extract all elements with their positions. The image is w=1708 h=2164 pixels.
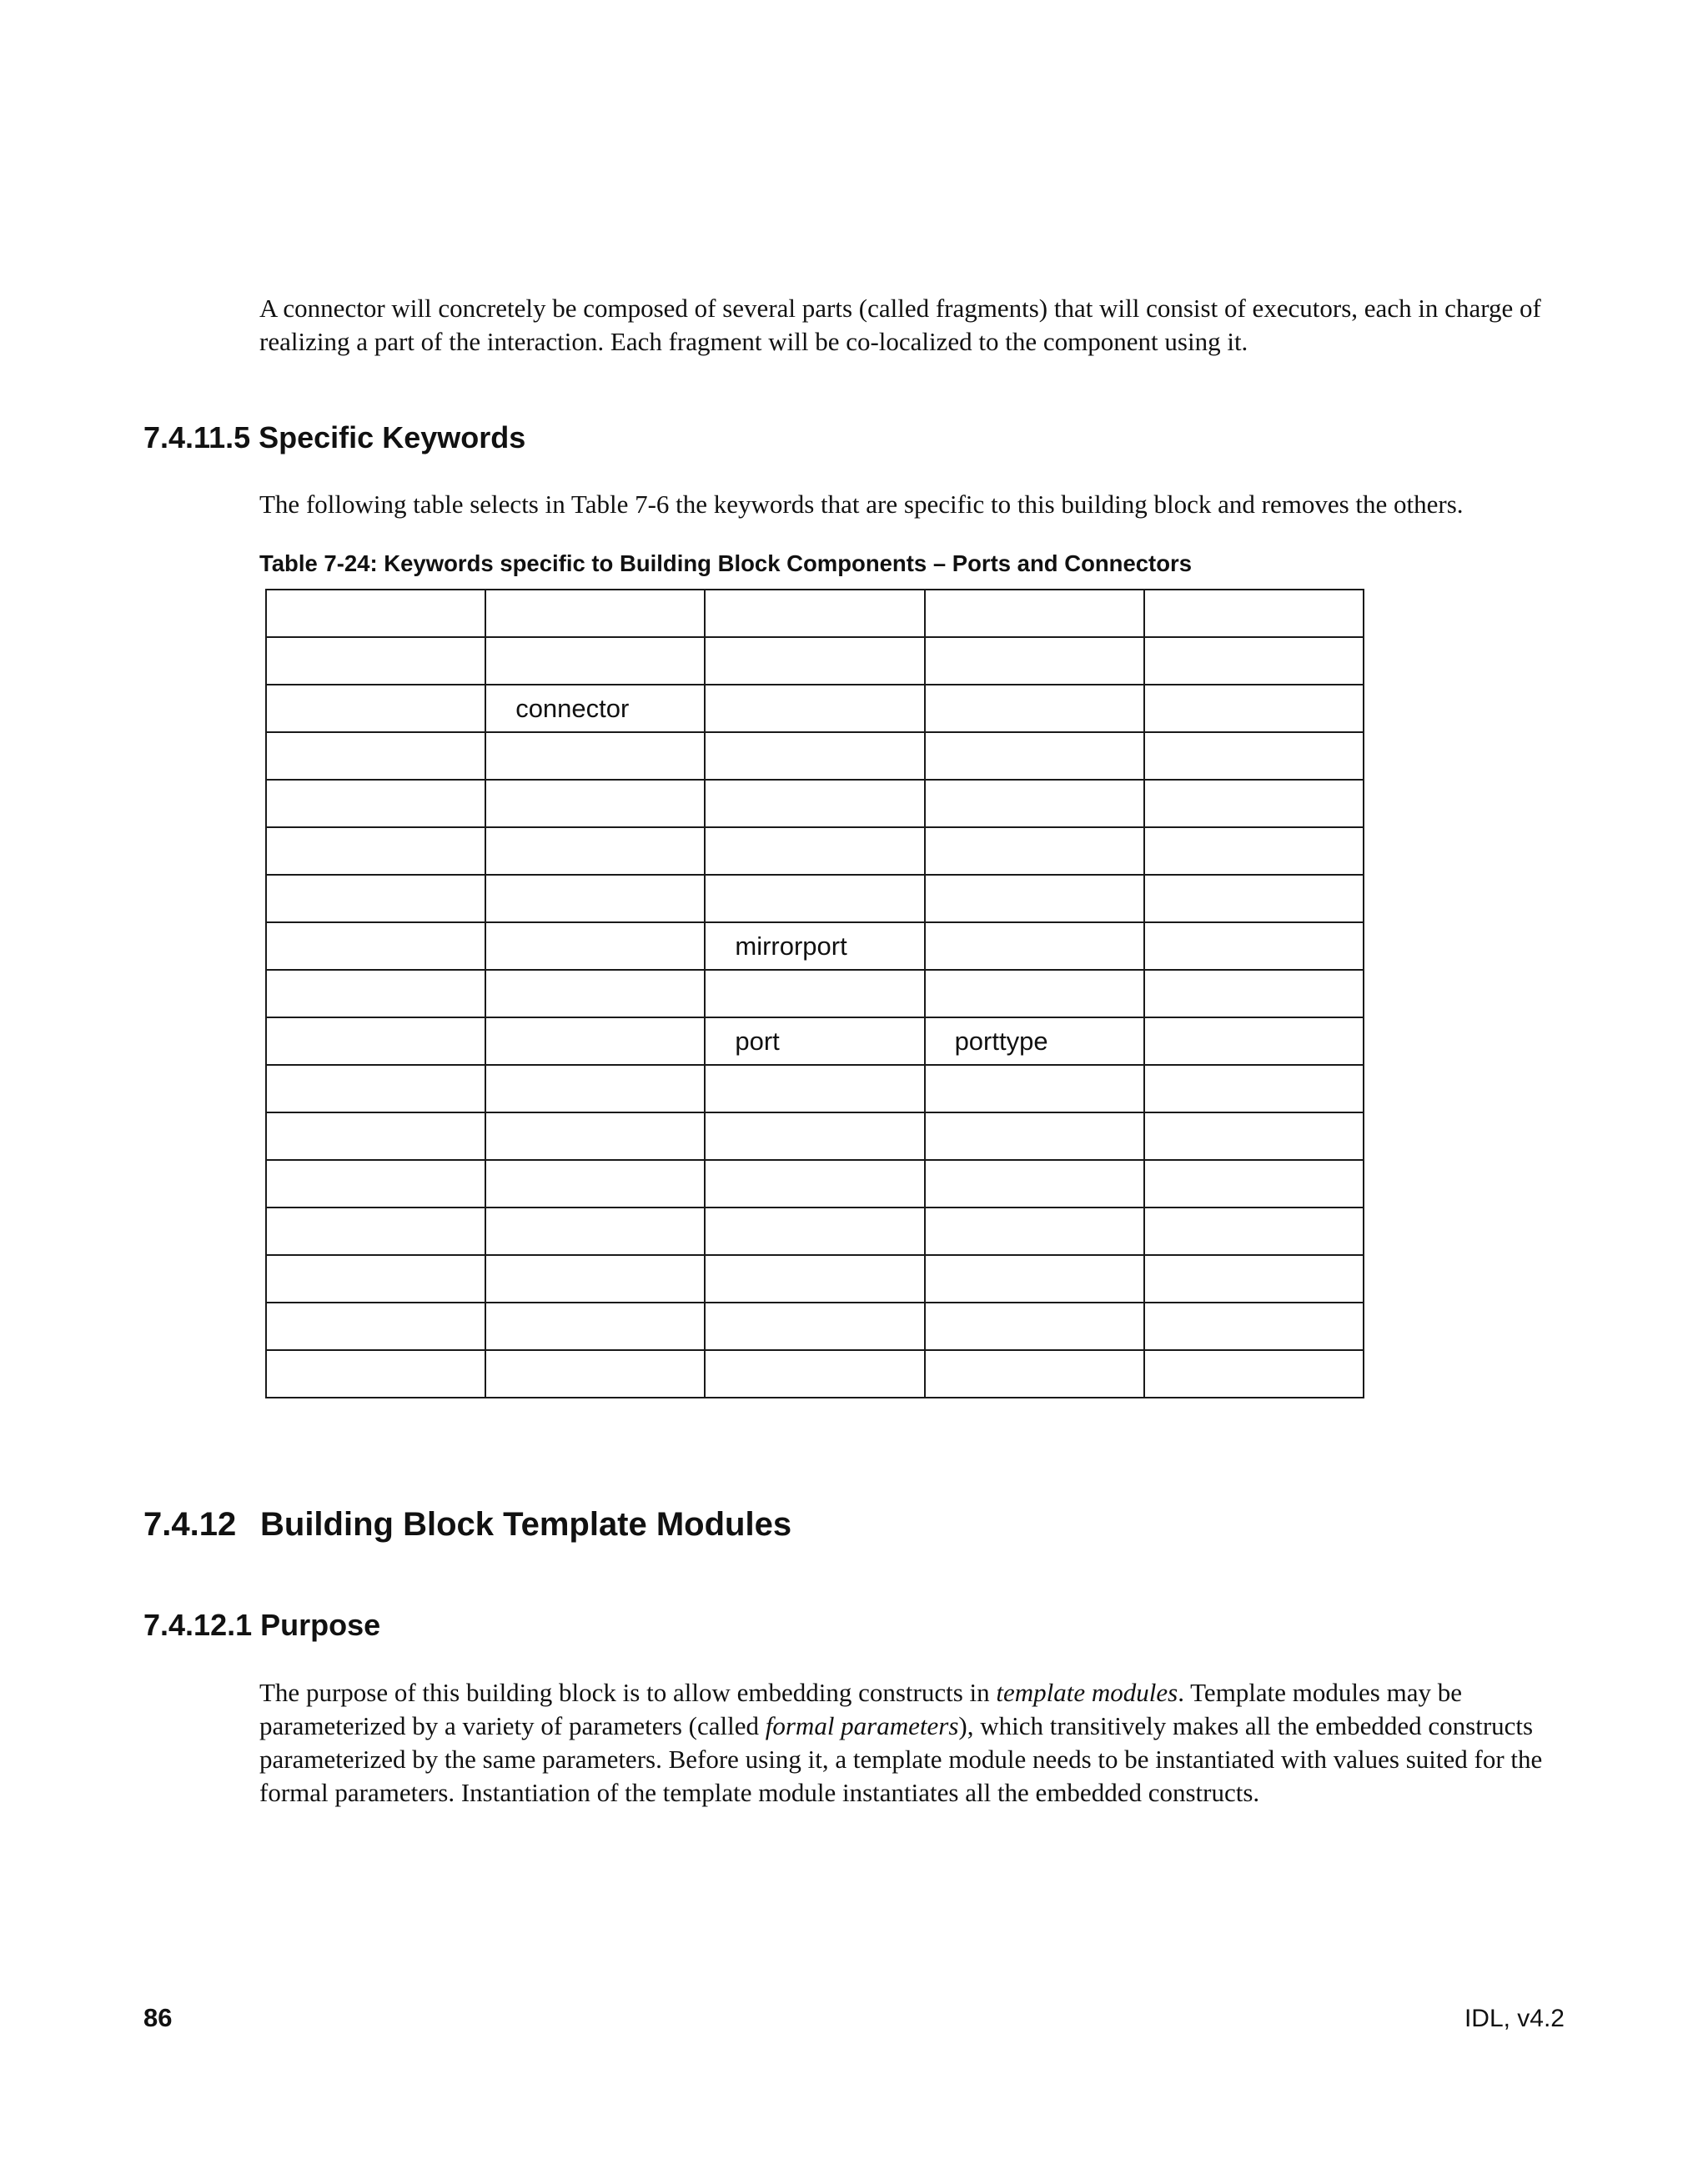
intro-paragraph: A connector will concretely be composed of several parts (called fragments) that will consist of executors, each in charge of realizing a part of the interaction. Each fragment will be co-localized to the component using it.	[259, 294, 1541, 356]
table-cell	[925, 922, 1144, 970]
purpose-text-1: The purpose of this building block is to allow embedding constructs in	[259, 1678, 997, 1707]
table-cell	[1144, 637, 1364, 685]
table-cell	[705, 1350, 924, 1398]
table-cell	[485, 1017, 705, 1065]
table-cell	[705, 637, 924, 685]
table-cell: port	[705, 1017, 924, 1065]
table-row	[266, 1208, 1364, 1255]
table-row	[266, 875, 1364, 922]
table-cell	[266, 1112, 485, 1160]
template-modules-heading	[143, 1506, 791, 1544]
table-cell	[485, 1065, 705, 1112]
table-cell	[266, 1208, 485, 1255]
purpose-text-2: . Template modules may be parameterized by a variety of parameters (called	[259, 1678, 1462, 1740]
table-cell	[705, 732, 924, 780]
purpose-emphasis-template-modules: template modules	[996, 1678, 1178, 1707]
table-cell	[485, 1255, 705, 1303]
table-cell	[266, 922, 485, 970]
table-cell	[1144, 875, 1364, 922]
table-caption: Table 7-24: Keywords specific to Building Block Components – Ports and Connectors	[259, 550, 1193, 576]
table-cell	[705, 1255, 924, 1303]
table-cell	[925, 1350, 1144, 1398]
table-cell	[925, 590, 1144, 637]
table-cell	[705, 590, 924, 637]
keywords-table	[265, 589, 1364, 1398]
template-modules-heading-number: 7.4.12	[143, 1506, 237, 1543]
table-cell	[705, 1208, 924, 1255]
table-cell	[485, 1112, 705, 1160]
table-row	[266, 970, 1364, 1017]
table-cell	[1144, 685, 1364, 732]
table-cell	[266, 732, 485, 780]
table-cell	[485, 637, 705, 685]
table-row	[266, 1255, 1364, 1303]
table-row	[266, 1303, 1364, 1350]
table-cell	[266, 1303, 485, 1350]
table-cell	[1144, 732, 1364, 780]
table-cell	[1144, 1350, 1364, 1398]
table-cell	[705, 780, 924, 827]
specific-keywords-paragraph: The following table selects in Table 7-6 the keywords that are specific to this building block and removes the others.	[259, 490, 1464, 519]
table-cell	[266, 1065, 485, 1112]
table-cell	[1144, 590, 1364, 637]
table-row	[266, 1017, 1364, 1065]
table-cell	[925, 875, 1144, 922]
table-cell	[925, 1303, 1144, 1350]
table-cell	[266, 1160, 485, 1208]
table-cell	[925, 1208, 1144, 1255]
purpose-text-3: ), which transitively makes all the embedded constructs parameterized by the same parameters. Before using it, a template module needs to be instantiated with values suited for the formal parameters. Instantiation of the template module instantiates all the embedded constructs.	[259, 1711, 1543, 1807]
table-cell: mirrorport	[705, 922, 924, 970]
table-cell	[485, 970, 705, 1017]
table-cell	[266, 637, 485, 685]
table-cell	[485, 732, 705, 780]
table-cell	[266, 1350, 485, 1398]
table-row	[266, 1350, 1364, 1398]
table-cell	[925, 1112, 1144, 1160]
table-cell	[1144, 970, 1364, 1017]
table-cell	[705, 1160, 924, 1208]
table-row	[266, 590, 1364, 637]
table-cell	[266, 1255, 485, 1303]
table-cell	[1144, 922, 1364, 970]
table-row	[266, 827, 1364, 875]
table-cell	[266, 590, 485, 637]
table-cell	[925, 970, 1144, 1017]
purpose-heading: 7.4.12.1 Purpose	[143, 1608, 381, 1642]
table-cell	[705, 1065, 924, 1112]
table-cell: connector	[485, 685, 705, 732]
table-cell	[266, 780, 485, 827]
purpose-emphasis-formal-parameters: formal parameters	[765, 1711, 959, 1740]
table-cell	[485, 827, 705, 875]
table-cell	[485, 922, 705, 970]
table-row	[266, 732, 1364, 780]
table-cell	[705, 1303, 924, 1350]
table-cell	[705, 970, 924, 1017]
table-cell	[1144, 1112, 1364, 1160]
table-cell	[485, 780, 705, 827]
template-modules-heading-title: Building Block Template Modules	[260, 1506, 792, 1543]
table-row	[266, 685, 1364, 732]
table-cell	[485, 1160, 705, 1208]
table-cell	[925, 827, 1144, 875]
table-cell	[266, 875, 485, 922]
table-cell	[485, 1208, 705, 1255]
table-row	[266, 780, 1364, 827]
table-cell	[925, 1065, 1144, 1112]
table-row	[266, 637, 1364, 685]
table-cell	[266, 1017, 485, 1065]
table-cell	[1144, 780, 1364, 827]
table-cell	[266, 827, 485, 875]
table-cell	[705, 1112, 924, 1160]
table-cell	[925, 685, 1144, 732]
table-row	[266, 1065, 1364, 1112]
document-id: IDL, v4.2	[1464, 2005, 1565, 2032]
table-cell	[925, 637, 1144, 685]
table-cell	[266, 685, 485, 732]
table-cell	[1144, 1065, 1364, 1112]
purpose-paragraph	[259, 1676, 1560, 1810]
table-cell	[485, 1303, 705, 1350]
table-cell	[925, 780, 1144, 827]
specific-keywords-heading: 7.4.11.5 Specific Keywords	[143, 420, 526, 454]
table-cell	[1144, 1160, 1364, 1208]
table-cell	[925, 732, 1144, 780]
table-cell	[705, 685, 924, 732]
table-row	[266, 1160, 1364, 1208]
table-cell	[705, 827, 924, 875]
table-cell	[485, 875, 705, 922]
table-cell	[266, 970, 485, 1017]
table-cell: porttype	[925, 1017, 1144, 1065]
table-cell	[925, 1160, 1144, 1208]
table-cell	[1144, 1017, 1364, 1065]
table-cell	[925, 1255, 1144, 1303]
table-cell	[485, 590, 705, 637]
table-row	[266, 922, 1364, 970]
table-cell	[705, 875, 924, 922]
page-number: 86	[143, 2003, 173, 2032]
table-cell	[1144, 1208, 1364, 1255]
table-cell	[1144, 1303, 1364, 1350]
table-cell	[1144, 1255, 1364, 1303]
table-cell	[485, 1350, 705, 1398]
table-row	[266, 1112, 1364, 1160]
table-cell	[1144, 827, 1364, 875]
